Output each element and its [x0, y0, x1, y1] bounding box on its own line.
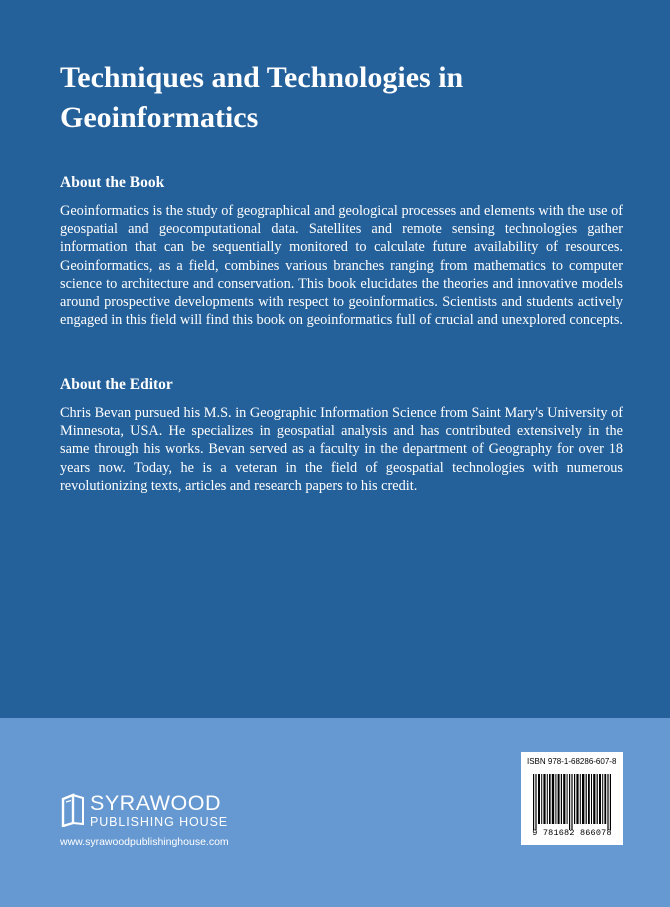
isbn-barcode [521, 752, 623, 845]
book-logo-icon [60, 793, 86, 827]
publisher-subtitle: PUBLISHING HOUSE [90, 815, 229, 829]
publisher-logo [60, 792, 228, 830]
isbn-label: ISBN 978-1-68286-607-8 [527, 757, 617, 766]
publisher-name: SYRAWOOD [90, 791, 222, 815]
about-book-heading: About the Book [60, 174, 165, 191]
about-editor-heading: About the Editor [60, 376, 173, 393]
about-book-text: Geoinformatics is the study of geographical and geological processes and elements with the use of geospatial and geocomputational data. Satellites and remote sensing technologies gather information that can be sequentially monitored to calculate future availability of resources. Geoinformatics, as a field, combines various branches ranging from mathematics to computer science to architecture and conservation. This book elucidates the theories and innovative models around prospective developments with respect to geoinformatics. Scientists and students actively engaged in this field will find this book on geoinformatics full of crucial and unexplored concepts. [60, 203, 623, 329]
book-title: Techniques and Technologies in Geoinformatics [60, 61, 464, 134]
barcode-icon [533, 774, 611, 830]
publisher-website: www.syrawoodpublishinghouse.com [60, 836, 229, 848]
about-editor-text: Chris Bevan pursued his M.S. in Geographic Information Science from Saint Mary's University of Minnesota, USA. He specializes in geospatial analysis and has contributed extensively in the same through his works. Bevan served as a faculty in the department of Geography for over 18 years now. Today, he is a veteran in the field of geospatial technologies with numerous revolutionizing texts, articles and research papers to his credit. [60, 405, 623, 494]
barcode-digits: 9 781682 866078 [532, 828, 612, 838]
